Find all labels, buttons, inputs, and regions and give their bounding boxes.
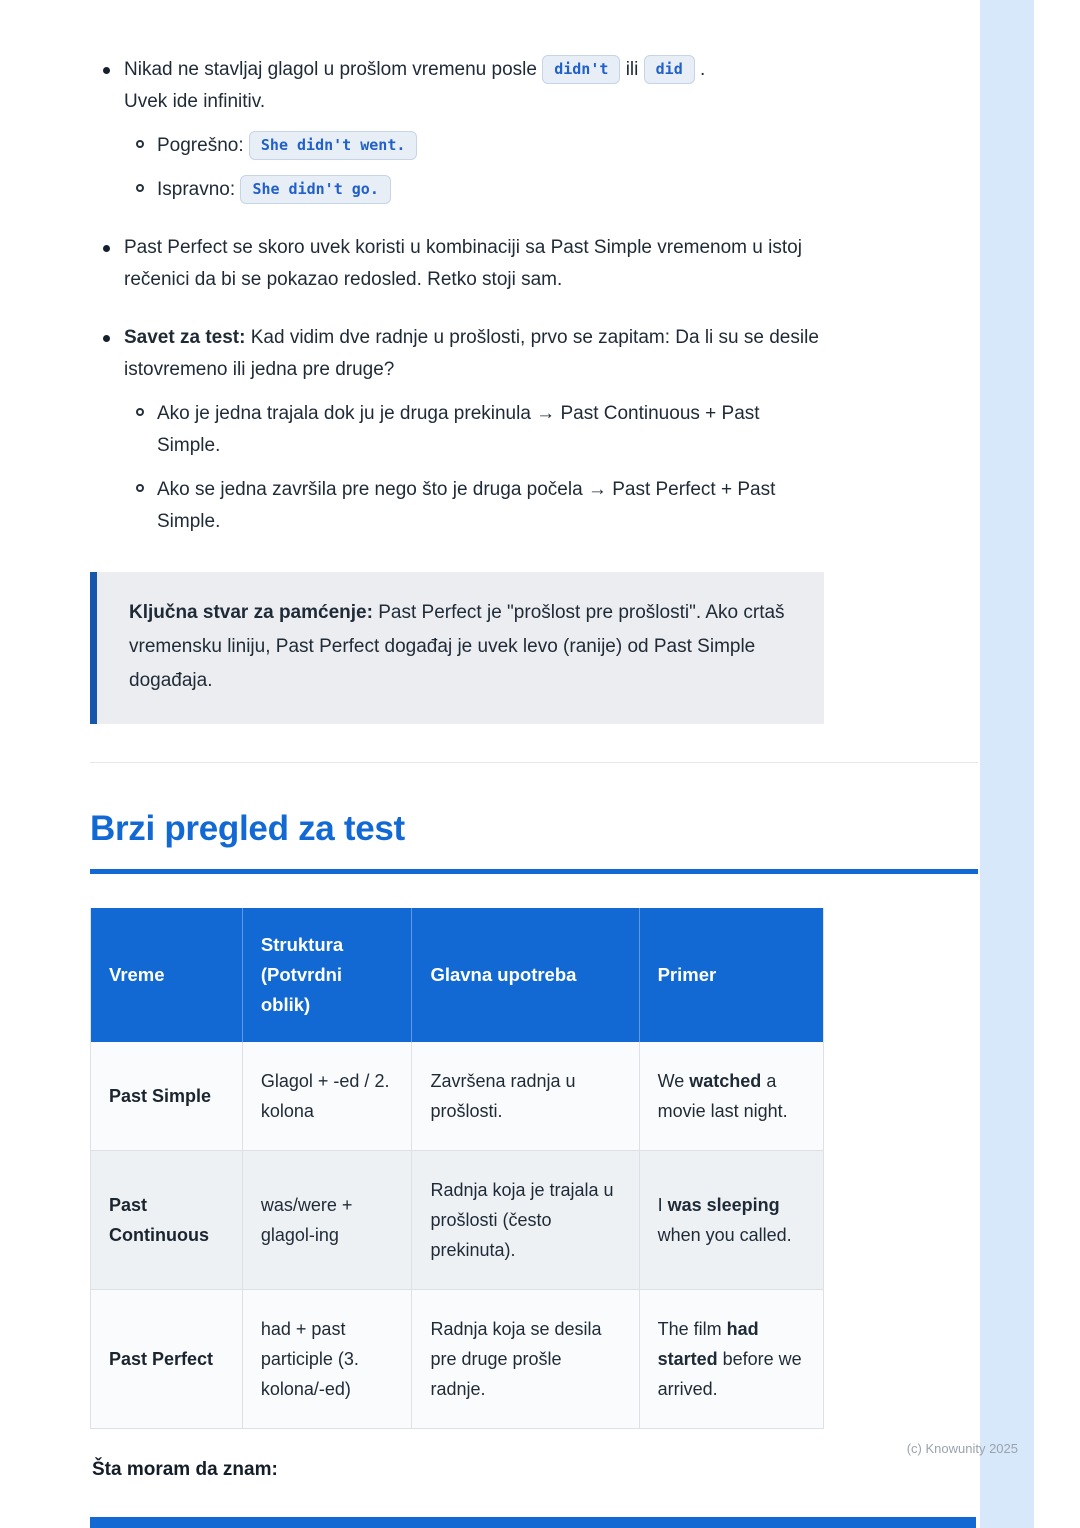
circle-bullet-icon [136, 184, 144, 192]
table-row-past-perfect [91, 1289, 823, 1428]
header-cell-upotreba: Glavna upotreba [412, 908, 639, 1042]
cell-upotreba: Radnja koja se desila pre druge prošle radnje. [412, 1289, 639, 1428]
sub-list [124, 398, 824, 538]
circle-bullet-icon [136, 140, 144, 148]
list-item-past-perfect-usage [90, 232, 978, 296]
code-chip-correct-example: She didn't go. [240, 175, 390, 204]
code-chip-wrong-example: She didn't went. [249, 131, 418, 160]
cell-vreme: Past Perfect [91, 1289, 243, 1428]
example-text: when you called. [657, 1225, 792, 1245]
header-cell-struktura: Struktura (Potvrdni oblik) [243, 908, 413, 1042]
bottom-section-bar [90, 1517, 976, 1528]
cell-upotreba: Završena radnja u prošlosti. [412, 1042, 639, 1150]
list-item-text [124, 54, 824, 206]
rule-text: . [700, 59, 706, 80]
list-item-test-tip [90, 322, 978, 538]
cell-upotreba: Radnja koja je trajala u prošlosti (često prekinuta). [412, 1150, 639, 1289]
code-chip-did: did [644, 55, 695, 84]
bullet-icon [103, 245, 110, 252]
code-chip-didnt: didn't [542, 55, 620, 84]
circle-bullet-icon [136, 408, 144, 416]
copyright-note: (c) Knowunity 2025 [906, 1441, 1018, 1456]
cell-vreme: Past Simple [91, 1042, 243, 1150]
rule-text: Nikad ne stavljaj glagol u prošlom vremenu posle [124, 59, 537, 80]
rule-text: Uvek ide infinitiv. [124, 91, 266, 112]
cell-primer [640, 1042, 823, 1150]
sub-item-perfect-case [124, 474, 824, 538]
correct-label: Ispravno: [157, 179, 236, 200]
example-text: We [657, 1071, 690, 1091]
example-text: a movie last night. [657, 1071, 788, 1121]
example-verb: watched [689, 1071, 762, 1091]
question-lead: Šta moram da znam: [92, 1459, 278, 1480]
sub-item-wrong [124, 130, 824, 162]
cell-struktura: Glagol + -ed / 2. kolona [243, 1042, 413, 1150]
section-divider [90, 762, 978, 763]
sub-item-correct [124, 174, 824, 206]
cell-vreme: Past Continuous [91, 1150, 243, 1289]
wrong-label: Pogrešno: [157, 135, 244, 156]
summary-table [90, 908, 824, 1429]
list-item-infinitive-rule [90, 54, 978, 206]
notes-content [90, 54, 978, 1481]
usage-text: Past Perfect se skoro uvek koristi u kombinaciji sa Past Simple vremenom u istoj rečenici da bi se pokazao redosled. Retko stoji sam. [124, 237, 802, 290]
page-edge-strip [980, 0, 1034, 1528]
key-note-callout [90, 572, 824, 724]
callout-paragraph [129, 596, 794, 698]
case-text: Ako je jedna trajala dok ju je druga prekinula → Past Continuous + Past Simple. [157, 403, 760, 456]
table-header [91, 908, 823, 1042]
notes-list [90, 54, 978, 538]
table-row-past-continuous [91, 1150, 823, 1289]
header-cell-primer: Primer [640, 908, 823, 1042]
header-cell-vreme: Vreme [91, 908, 243, 1042]
cell-primer [640, 1150, 823, 1289]
sub-item-continuous-case [124, 398, 824, 462]
example-verb: had started [657, 1319, 759, 1369]
sub-list [124, 130, 824, 206]
section-heading: Brzi pregled za test [90, 809, 405, 848]
callout-text: Past Perfect je "prošlost pre prošlosti". Ako crtaš vremensku liniju, Past Perfect događaj je uvek levo (ranije) od Past Simple događaja. [129, 602, 785, 691]
heading-underline-bar [90, 869, 978, 874]
bullet-icon [103, 67, 110, 74]
cell-primer [640, 1289, 823, 1428]
example-text: I [657, 1195, 668, 1215]
cell-struktura: was/were + glagol-ing [243, 1150, 413, 1289]
example-verb: was sleeping [667, 1195, 780, 1215]
circle-bullet-icon [136, 484, 144, 492]
example-text: The film [657, 1319, 727, 1339]
rule-text: ili [625, 59, 639, 80]
example-text: before we arrived. [657, 1349, 802, 1399]
table-row-past-simple [91, 1042, 823, 1150]
callout-lead: Ključna stvar za pamćenje: [129, 602, 373, 623]
table-header-row [91, 908, 823, 1042]
tip-text: Kad vidim dve radnje u prošlosti, prvo se zapitam: Da li su se desile istovremeno ili jedna pre druge? [124, 327, 819, 380]
case-text: Ako se jedna završila pre nego što je druga počela → Past Perfect + Past Simple. [157, 479, 776, 532]
cell-struktura: had + past participle (3. kolona/-ed) [243, 1289, 413, 1428]
tip-lead: Savet za test: [124, 327, 246, 348]
bullet-icon [103, 335, 110, 342]
